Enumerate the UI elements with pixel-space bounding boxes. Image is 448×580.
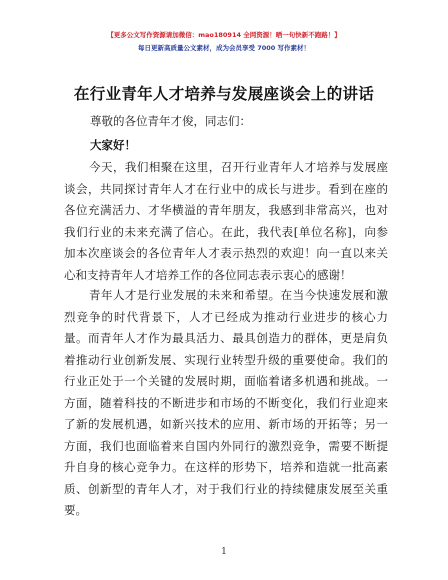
paragraph-line: 青年人才是行业发展的未来和希望。在当今快速发展和激 [89,288,388,302]
promo-banner-line-1: 【更多公文写作资源请加微信：mao180914 全网资源！晒一句快新不跑路！】 [107,31,341,39]
paragraph-line: 谈会，共同探讨青年人才在行业中的成长与进步。看到在座的 [64,181,388,196]
paragraph-line: 烈竞争的时代背景下，人才已经成为推动行业进步的核心力 [64,309,388,324]
paragraph-line: 着推动行业创新发展、实现行业转型升级的重要使命。我们的 [64,352,388,367]
paragraph-line: 升自身的核心竞争力。在这样的形势下，培养和造就一批高素 [64,460,388,474]
paragraph-line: 行业正处于一个关键的发展时期，面临着诸多机遇和挑战。一 [64,374,388,388]
paragraph-line: 要。 [64,503,87,517]
promo-banner-line-2: 每日更新高质量公文素材，成为会员享受 7000 写作素材！ [137,44,311,52]
paragraph-line: 了新的发展机遇，如新兴技术的应用、新市场的开拓等；另一 [64,417,388,431]
paragraph-line: 今天，我们相聚在这里，召开行业青年人才培养与发展座 [89,160,388,174]
salutation: 尊敬的各位青年才俊，同志们： [90,114,251,128]
paragraph-line: 加本次座谈会的各位青年人才表示热烈的欢迎！向一直以来关 [64,246,388,260]
paragraph-line: 量。而青年人才作为最具活力、最具创造力的群体，更是肩负 [64,331,388,345]
paragraph-line: 各位充满活力、才华横溢的青年朋友，我感到非常高兴，也对 [64,203,388,217]
paragraph-line: 我们行业的未来充满了信心。在此，我代表[单位名称]，向参 [64,224,388,239]
greeting: 大家好！ [90,138,136,152]
paragraph-2 [64,285,388,522]
paragraph-line: 方面，我们也面临着来自国内外同行的激烈竞争，需要不断提 [64,438,388,453]
paragraph-line: 方面，随着科技的不断进步和市场的不断变化，我们行业迎来 [64,395,388,410]
paragraph-line: 心和支持青年人才培养工作的各位同志表示衷心的感谢！ [64,267,352,282]
paragraph-line: 质、创新型的青年人才，对于我们行业的持续健康发展至关重 [64,481,388,496]
page-number: 1 [221,547,227,557]
paragraph-1 [64,157,388,286]
document-title: 在行业青年人才培养与发展座谈会上的讲话 [73,85,375,103]
